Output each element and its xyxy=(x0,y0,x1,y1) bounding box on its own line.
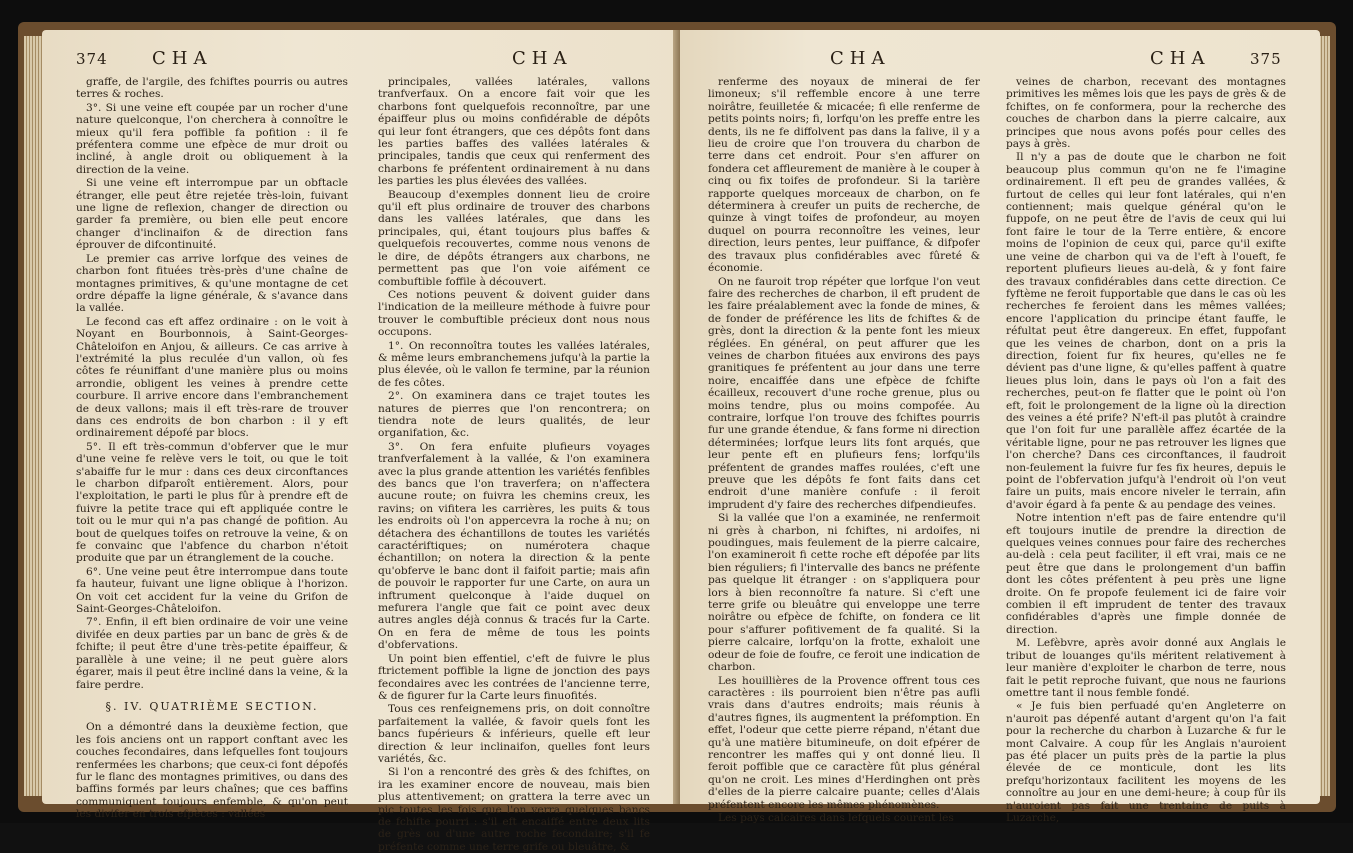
paragraph: 7°. Enfin, il eft bien ordinaire de voir une veine divifée en deux parties par un banc de grès & de fchifte; il peut être d'une très-petite épaiffeur, & parallèle à une veine; il ne peut guère alors égarer, mais il peut être incliné dans la veine, & la faire perdre. xyxy=(76,616,348,691)
paragraph: Notre intention n'eft pas de faire entendre qu'il eft toujours inutile de prendre la direction de quelques veines connues pour faire des recherches au-delà : cela peut faciliter, il eft vrai, mais ce ne peut être que dans le prolongement d'un baffin dont les côtes préfentent à peu près une ligne droite. On fe propofe feulement ici de faire voir combien il eft imprudent de tenter des travaux confidérables d'après une fimple donnée de direction. xyxy=(1006,512,1286,636)
text-column-1 xyxy=(708,76,980,824)
paragraph: M. Lefèbvre, après avoir donné aux Anglais le tribut de louanges qu'ils méritent relativement à leur manière d'exploiter le charbon de terre, nous fait le petit reproche fuivant, que nous ne faurions omettre tant il nous femble fondé. xyxy=(1006,637,1286,699)
text-column-2 xyxy=(1006,76,1286,824)
paragraph-group xyxy=(76,721,348,820)
paragraph: Un point bien effentiel, c'eft de fuivre le plus ftrictement poffible la ligne de jonction des pays fecondaires avec les contrées de l'ancienne terre, & de figurer fur la Carte leurs finuofités. xyxy=(378,652,650,702)
left-page xyxy=(42,30,682,853)
paragraph: 1°. On reconnoîtra toutes les vallées latérales, & même leurs embranchemens jufqu'à la partie la plus élevée, où le vallon fe termine, par la réunion de fes côtes. xyxy=(378,339,650,389)
paragraph: Le premier cas arrive lorfque des veines de charbon font fituées très-près d'une chaîne de montagnes primitives, & qu'une montagne de cet ordre dépaffe la ligne générale, & s'avance dans la vallée. xyxy=(76,252,348,315)
paragraph: Le fecond cas eft affez ordinaire : on le voit à Noyant en Bourbonnois, à Saint-Georges-Châteloifon en Anjou, & ailleurs. Ce cas arrive à l'extrémité la plus reculée d'un vallon, où fes côtes fe réuniffant d'une manière plus ou moins arrondie, obligent les veines à prendre cette courbure. Il arrive encore dans l'embranchement de deux vallons; mais il eft très-rare de trouver dans ces endroits de bon charbon : il y eft ordinairement dépofé par blocs. xyxy=(76,315,348,440)
paragraph-group xyxy=(378,76,650,853)
open-book xyxy=(18,22,1336,853)
paragraph: « Je fuis bien perfuadé qu'en Angleterre on n'auroit pas dépenfé autant d'argent qu'on l'a fait pour la recherche du charbon à Luzarche & fur le mont Calvaire. A coup fûr les Anglais n'auroient pas été placer un puits près de la partie la plus élevée de ce monticule, dont les lits prefqu'horizontaux facilitent les moyens de les connoître au jour en une demi-heure; à coup fûr ils n'auroient pas fait une trentaine de puits à Luzarche, xyxy=(1006,700,1286,824)
paragraph-group xyxy=(76,76,348,691)
paragraph: principales, vallées latérales, vallons tranfverfaux. On a encore fait voir que les charbons font quelquefois reconnoître, par une épaiffeur plus ou moins confidérable de dépôts qui leur font étrangers, que ces dépôts font dans les parties baffes des vallées latérales & principales, tandis que ceux qui renferment des charbons fe préfentent ordinairement à nu dans les parties les plus élevées des vallées. xyxy=(378,76,650,188)
paragraph: Ces notions peuvent & doivent guider dans l'indication de la meilleure méthode à fuivre pour trouver le combuftible précieux dont nous nous occupons. xyxy=(378,288,650,339)
paragraph: On a démontré dans la deuxième fection, que les fois anciens ont un rapport conftant avec les couches fecondaires, dans lefquelles font toujours renfermées les charbons; que ceux-ci font dépofés fur le flanc des montagnes primitives, ou dans des baffins formés par leurs chaînes; que ces baffins communiquent toujours enfemble, & qu'on peut les divifer en trois efpèces : vallées xyxy=(76,721,348,821)
paragraph-group xyxy=(1006,76,1286,824)
paragraph: 3°. On fera enfuite plufieurs voyages tranfverfalement à la vallée, & l'on examinera avec la plus grande attention les variétés fenfibles des bancs que l'on traverfera; on n'affectera aucune route; on fuivra les chemins creux, les ravins; on vifitera les carrières, les puits & tous les endroits où l'on appercevra la roche à nu; on détachera des échantillons de toutes les variétés caractériftiques; on numérotera chaque échantillon; on notera la direction & la pente qu'obferve le banc dont il faifoit partie; mais afin de pouvoir le rapporter fur une Carte, on aura un inftrument quelconque à l'aide duquel on mefurera l'angle que fait ce point avec deux autres angles déjà connus & tracés fur la Carte. On en fera de même de tous les points d'obfervations. xyxy=(378,440,650,652)
paragraph: 3°. Si une veine eft coupée par un rocher d'une nature quelconque, l'on cherchera à connoître le mieux qu'il fera poffible fa pofition : il fe préfentera comme une efpèce de mur droit ou incliné, à angle droit ou obliquement à la direction de la veine. xyxy=(76,101,348,176)
paragraph: renferme des noyaux de minerai de fer limoneux; s'il reffemble encore à une terre noirâtre, feuilletée & micacée; fi elle renferme de petits points noirs; fi, lorfqu'on les preffe entre les dents, ils ne fe diffolvent pas dans la falive, il y a lieu de croire que l'on trouvera du charbon de terre dans cet endroit. Pour s'en affurer on fondera cet affleurement de manière à le couper à cinq ou fix toifes de profondeur. Si la tarière rapporte quelques morceaux de charbon, on fe déterminera à creufer un puits de recherche, de quinze à vingt toifes de profondeur, au moyen duquel on pourra reconnoître les veines, leur direction, leurs pentes, leur puiffance, & difpofer des travaux plus confidérables avec fûreté & économie. xyxy=(708,76,980,275)
running-head-left: CHA xyxy=(152,48,213,69)
paragraph: Il n'y a pas de doute que le charbon ne foit beaucoup plus commun qu'on ne fe l'imagine ordinairement. Il eft peu de grandes vallées, & furtout de celles qui leur font latérales, qui n'en contiennent; mais quelque général qu'on le fuppofe, on ne peut être de l'avis de ceux qui lui font faire le tour de la Terre entière, & encore moins de l'opinion de ceux qui, parce qu'il exifte une veine de charbon qui va de l'eft à l'oueft, fe reportent plufieurs lieues au-delà, & y font faire des travaux confidérables dans cette direction. Ce fyftème ne feroit fupportable que dans le cas où les recherches fe feroient dans les mêmes vallées; encore l'application du principe étant fauffe, le réfultat peut être dangereux. En effet, fuppofant que les veines de charbon, dont on a pris la direction, foient fur fix heures, qu'elles ne fe dévient pas d'une ligne, & qu'elles paffent à quatre lieues plus loin, dans le pays où l'on a fait des recherches, peut-on fe flatter que le point où l'on eft, foit le prolongement de la ligne où la direction des veines a été prife? N'eft-il pas plutôt à craindre que l'on foit fur une parallèle affez écartée de la véritable ligne, pour ne pas retrouver les lignes que l'on cherche? Dans ces circonftances, il faudroit non-feulement la fuivre fur fes fix heures, depuis le point de l'obfervation jufqu'à l'endroit où l'on veut faire un puits, mais encore niveler le terrain, afin d'avoir égard à fa pente & au pendage des veines. xyxy=(1006,151,1286,511)
right-page xyxy=(680,30,1320,824)
text-column-1 xyxy=(76,76,348,821)
running-head-right: CHA xyxy=(1150,48,1211,69)
paragraph: Si la vallée que l'on a examinée, ne renfermoit ni grès à charbon, ni fchiftes, ni ardoifes, ni poudingues, mais feulement de la pierre calcaire, l'on examineroit fi cette roche eft dépofée par lits bien réguliers; fi l'intervalle des bancs ne préfente pas quelque lit étranger : on s'appliquera pour lors à bien reconnoître fa nature. Si c'eft une terre grife ou bleuâtre qui enveloppe une terre noirâtre ou efpèce de fchifte, on fondera ce lit pour s'affurer pofitivement de fa qualité. Si la pierre calcaire, lorfqu'on la frotte, exhaloit une odeur de foie de foufre, ce feroit une indication de charbon. xyxy=(708,512,980,674)
paragraph: 2°. On examinera dans ce trajet toutes les natures de pierres que l'on rencontrera; on tiendra note de leurs qualités, de leur organifation, &c. xyxy=(378,390,650,440)
page-number: 374 xyxy=(76,50,108,68)
paragraph: 5°. Il eft très-commun d'obferver que le mur d'une veine fe relève vers le toit, ou que le toit s'abaiffe fur le mur : dans ces deux circonftances le charbon difparoît entièrement. Alors, pour l'exploitation, le parti le plus fûr à prendre eft de fuivre la petite trace qui eft appliquée contre le toit ou le mur qui n'a pas changé de pofition. Au bout de quelques toifes on retrouve la veine, & on fe convainc que l'abfence du charbon n'étoit produite que par un étranglement de la couche. xyxy=(76,440,348,565)
paragraph: On ne fauroit trop répéter que lorfque l'on veut faire des recherches de charbon, il eft prudent de les faire préalablement avec la fonde de mines, & de fonder de préférence les lits de fchiftes & de grès, dont la direction & la pente font les mieux réglées. En général, on peut affurer que les veines de charbon fituées aux environs des pays granitiques fe préfentent au jour dans une terre noire, encaiffée dans une efpèce de fchifte écailleux, recouvert d'une roche grenue, plus ou moins tendre, plus ou moins compofée. Au contraire, lorfque l'on trouve des fchiftes pourris fur une grande étendue, & fans forme ni direction déterminées; lorfque leurs lits font arqués, que leur pente eft en plufieurs fens; lorfqu'ils préfentent de grandes maffes roulées, c'eft une preuve que les dépôts fe font faits dans cet endroit d'une manière confufe : il feroit imprudent d'y faire des recherches difpendieufes. xyxy=(708,275,980,511)
running-head-right: CHA xyxy=(512,48,573,69)
running-head-left: CHA xyxy=(830,48,891,69)
paragraph: 6°. Une veine peut être interrompue dans toute fa hauteur, fuivant une ligne oblique à l'horizon. On voit cet accident fur la veine du Grifon de Saint-Georges-Châteloifon. xyxy=(76,565,348,616)
paragraph: veines de charbon, recevant des montagnes primitives les mêmes lois que les pays de grès & de fchiftes, on fe conformera, pour la recherche des couches de charbon dans la pierre calcaire, aux principes que nous avons pofés pour celles des pays à grès. xyxy=(1006,76,1286,151)
paragraph: Les pays calcaires dans lefquels courent les xyxy=(718,811,954,824)
paragraph: Tous ces renfeignemens pris, on doit connoître parfaitement la vallée, & favoir quels font les bancs fupérieurs & inférieurs, quelle eft leur direction & leur inclinaifon, quelles font leurs variétés, &c. xyxy=(378,703,650,765)
paragraph: Beaucoup d'exemples donnent lieu de croire qu'il eft plus ordinaire de trouver des charbons dans les vallées latérales, que dans les principales, qui, étant toujours plus baffes & quelquefois recouvertes, comme nous venons de le dire, de dépôts étrangers aux charbons, ne permettent pas que l'on voie aifément ce combuftible foffile à découvert. xyxy=(378,188,650,288)
paragraph-group xyxy=(708,76,980,824)
paragraph: Si une veine eft interrompue par un obftacle étranger, elle peut être rejetée très-loin, fuivant une ligne de reflexion, changer de direction ou garder fa première, ou bien elle peut encore changer d'inclinaifon & de direction fans éprouver de difcontinuité. xyxy=(76,177,348,252)
page-number: 375 xyxy=(1250,50,1282,68)
paragraph: graffe, de l'argile, des fchiftes pourris ou autres terres & roches. xyxy=(76,76,348,101)
section-title: §. IV. QUATRIÈME SECTION. xyxy=(105,699,319,713)
paragraph: Si l'on a rencontré des grès & des fchiftes, on ira les examiner encore de nouveau, mais bien plus attentivement; on grattera la terre avec un pic toutes les fois que l'on verra quelques bancs de fchifte pourri : s'il eft encaiffé entre deux lits de grès ou d'une autre roche fecondaire; s'il fe préfente comme une terre grife ou bleuâtre, & xyxy=(378,766,650,853)
text-column-2 xyxy=(378,76,650,853)
paragraph: Les houillières de la Provence offrent tous ces caractères : ils pourroient bien n'être pas aufli vrais dans d'autres endroits; mais réunis à d'autres fignes, ils augmentent la préfomption. En effet, l'odeur que cette pierre répand, n'étant due qu'à une matière bitumineufe, on doit efpérer de rencontrer les maffes qui y ont donné lieu. Il feroit poffible que ce caractère fût plus général qu'on ne croit. Les mines d'Herdinghen ont près d'elles de la pierre calcaire puante; celles d'Alais préfentent encore les mêmes phénomènes. xyxy=(708,674,980,811)
